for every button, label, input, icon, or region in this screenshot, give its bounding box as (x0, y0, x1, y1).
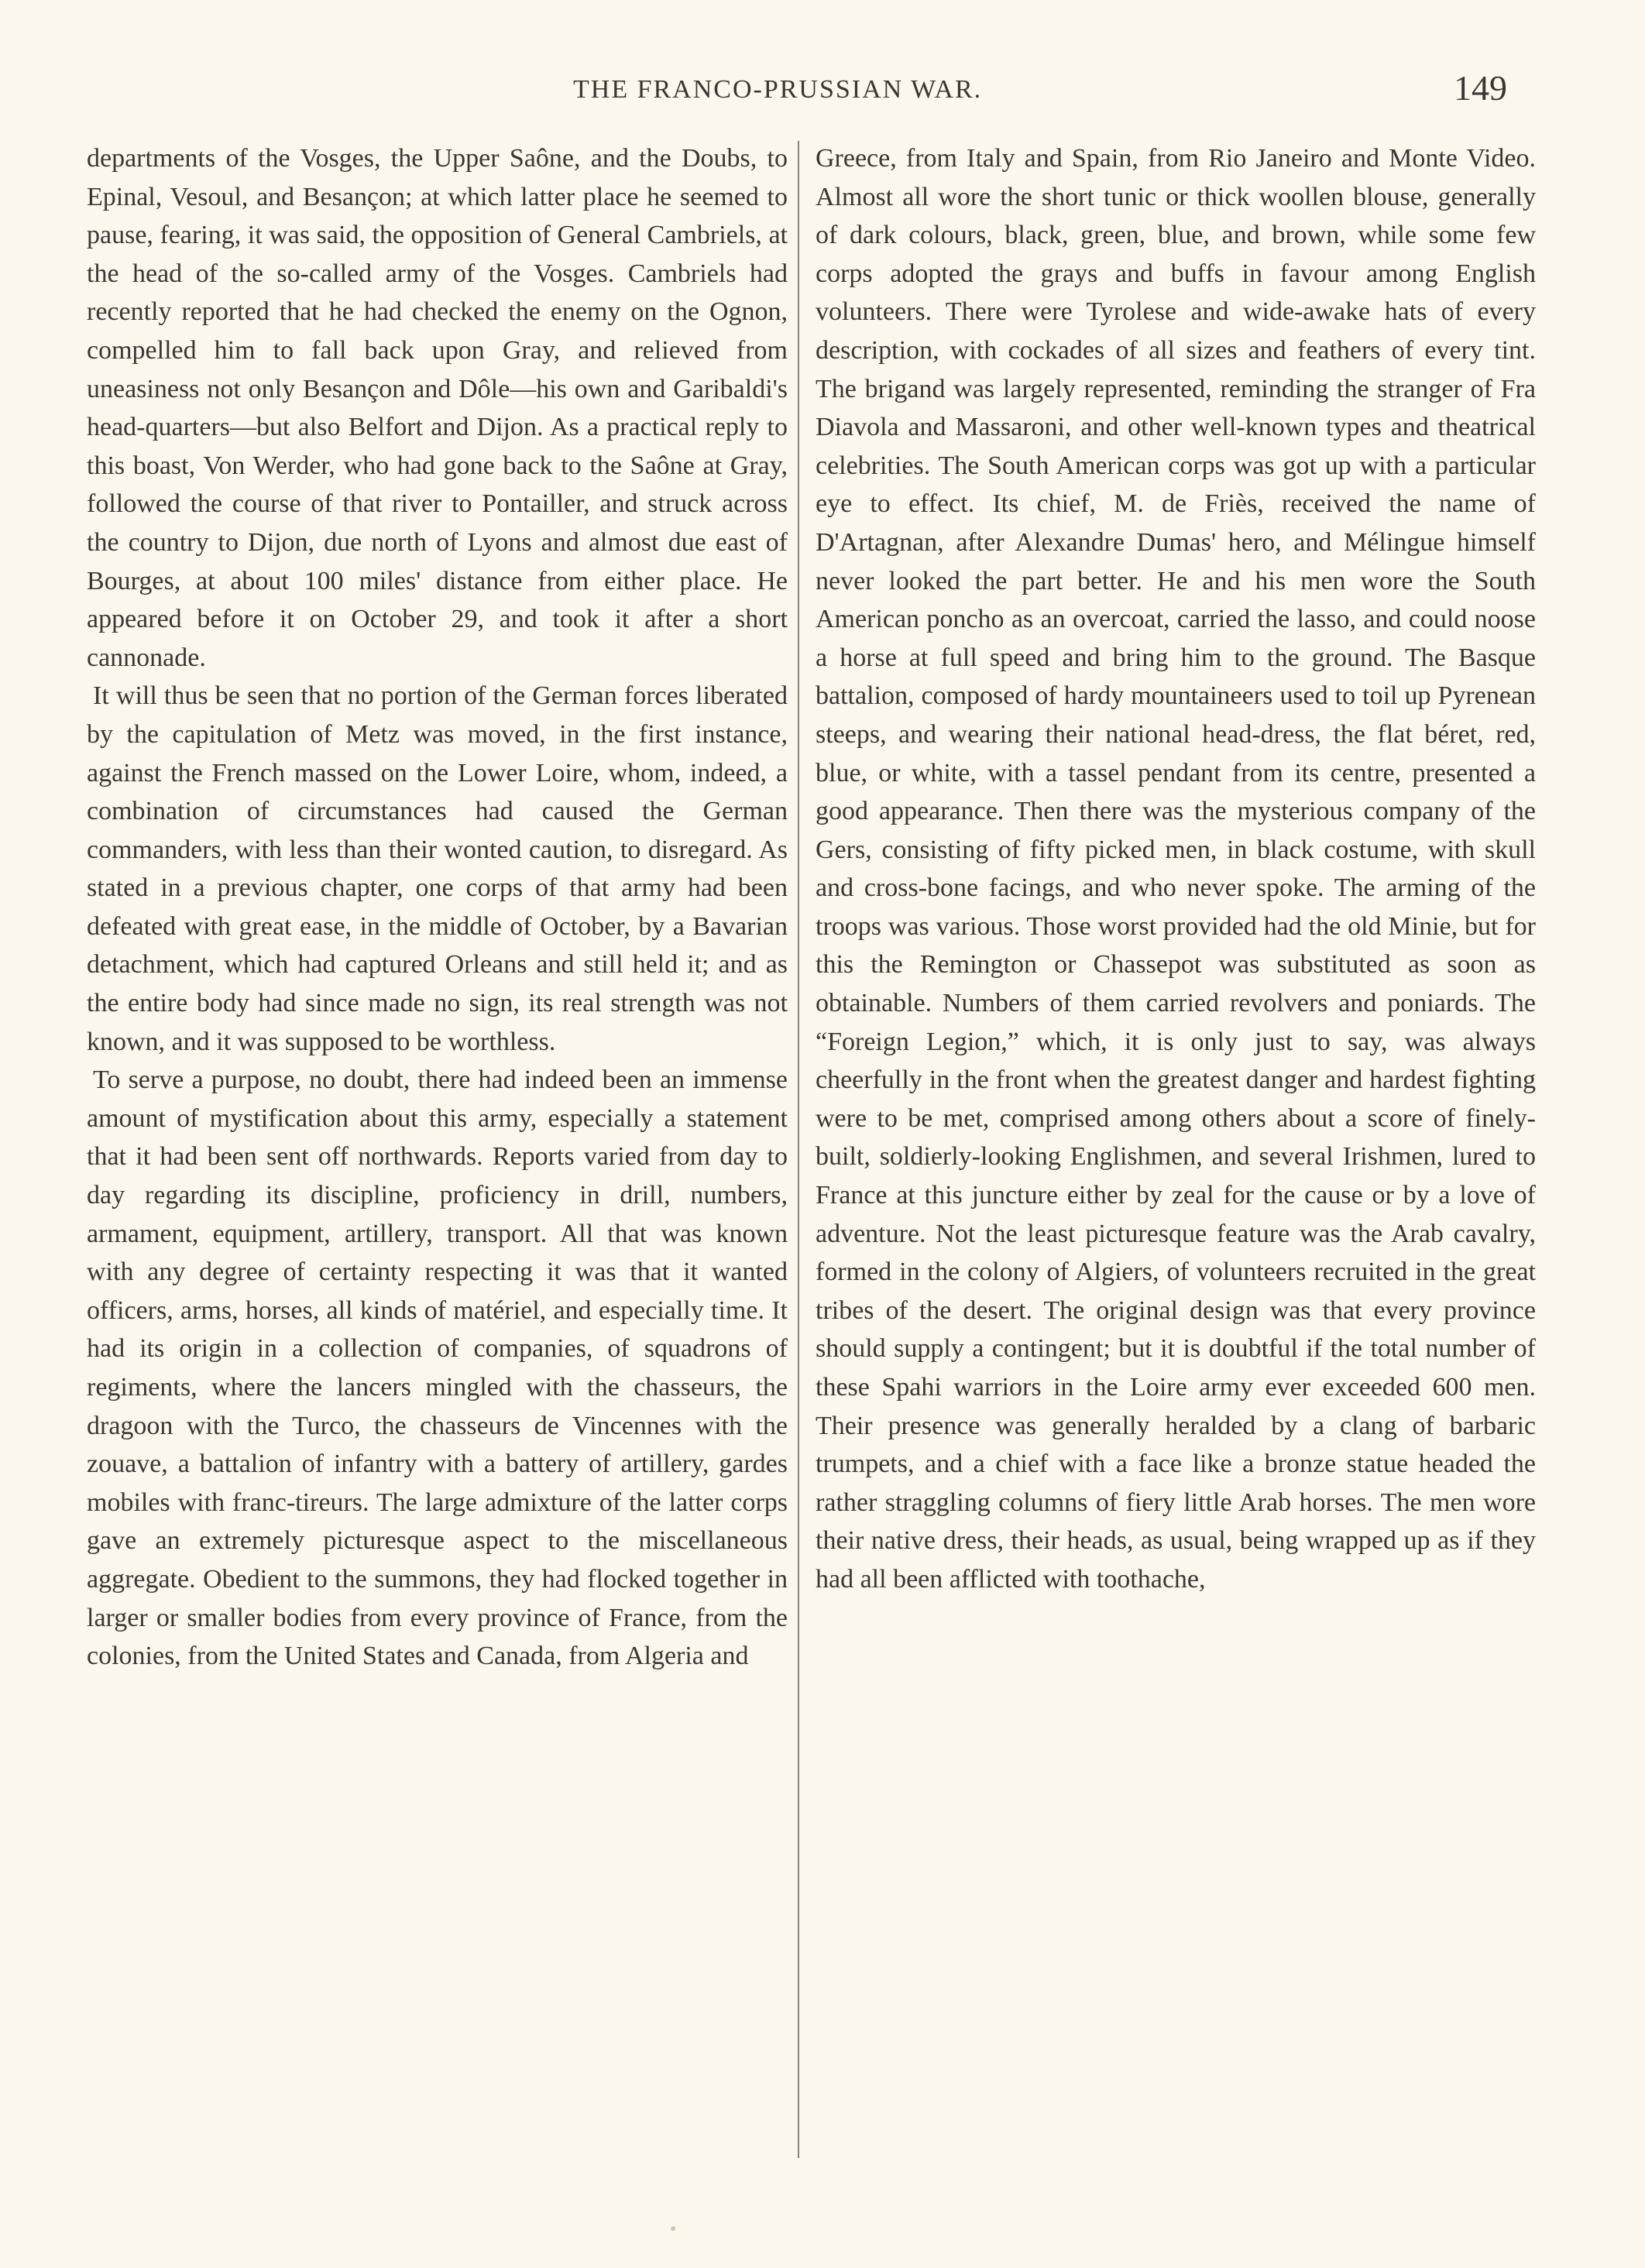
page-header (573, 68, 1526, 121)
column-divider (798, 141, 799, 2158)
left-column (87, 139, 788, 2215)
paragraph: departments of the Vosges, the Upper Saône, and the Doubs, to Epinal, Vesoul, and Besançon; at which latter place he seemed to pause, fearing, it was said, the opposition of General Cambriels, at the head of the so-called army of the Vosges. Cambriels had recently reported that he had checked the enemy on the Ognon, compelled him to fall back upon Gray, and relieved from uneasiness not only Besançon and Dôle—his own and Garibaldi's head-quarters—but also Belfort and Dijon. As a practical reply to this boast, Von Werder, who had gone back to the Saône at Gray, followed the course of that river to Pontailler, and struck across the country to Dijon, due north of Lyons and almost due east of Bourges, at about 100 miles' distance from either place. He appeared before it on October 29, and took it after a short cannonade. (87, 144, 788, 672)
paragraph: It will thus be seen that no portion of the German forces liberated by the capitulation of Metz was moved, in the first instance, against the French massed on the Lower Loire, whom, indeed, a combination of circumstances had caused the German commanders, with less than their wonted caution, to disregard. As stated in a previous chapter, one corps of that army had been defeated with great ease, in the middle of October, by a Bavarian detachment, which had captured Orleans and still held it; and as the entire body had since made no sign, its real strength was not known, and it was supposed to be worthless. (87, 681, 788, 1056)
right-column (816, 139, 1536, 2215)
paragraph: To serve a purpose, no doubt, there had indeed been an immense amount of mystification about this army, especially a statement that it had been sent off northwards. Reports varied from day to day regarding its discipline, proficiency in drill, numbers, armament, equipment, artillery, transport. All that was known with any degree of certainty respecting it was that it wanted officers, arms, horses, all kinds of matériel, and especially time. It had its origin in a collection of companies, of squadrons of regiments, where the lancers mingled with the chasseurs, the dragoon with the Turco, the chasseurs de Vincennes with the zouave, a battalion of infantry with a battery of artillery, gardes mobiles with franc-tireurs. The large admixture of the latter corps gave an extremely picturesque aspect to the miscellaneous aggregate. Obedient to the summons, they had flocked together in larger or smaller bodies from every province of France, from the colonies, from the United States and Canada, from Algeria and (87, 1065, 788, 1671)
running-title: THE FRANCO-PRUSSIAN WAR. (573, 75, 983, 104)
page-number: 149 (1454, 68, 1507, 108)
paper-speck (671, 2226, 675, 2231)
paragraph: Greece, from Italy and Spain, from Rio Janeiro and Monte Video. Almost all wore the short tunic or thick woollen blouse, generally of dark colours, black, green, blue, and brown, while some few corps adopted the grays and buffs in favour among English volunteers. There were Tyrolese and wide-awake hats of every description, with cockades of all sizes and feathers of every tint. The brigand was largely represented, reminding the stranger of Fra Diavola and Massaroni, and other well-known types and theatrical celebrities. The South American corps was got up with a particular eye to effect. Its chief, M. de Friès, received the name of D'Artagnan, after Alexandre Dumas' hero, and Mélingue himself never looked the part better. He and his men wore the South American poncho as an overcoat, carried the lasso, and could noose a horse at full speed and bring him to the ground. The Basque battalion, composed of hardy mountaineers used to toil up Pyrenean steeps, and wearing their national head-dress, the flat béret, red, blue, or white, with a tassel pendant from its centre, presented a good appearance. Then there was the mysterious company of the Gers, consisting of fifty picked men, in black costume, with skull and cross-bone facings, and who never spoke. The arming of the troops was various. Those worst provided had the old Minie, but for this the Remington or Chassepot was substituted as soon as obtainable. Numbers of them carried revolvers and poniards. The “Foreign Legion,” which, it is only just to say, was always cheerfully in the front when the greatest danger and hardest fighting were to be met, comprised among others about a score of finely-built, soldierly-looking Englishmen, and several Irishmen, lured to France at this juncture either by zeal for the cause or by a love of adventure. Not the least picturesque feature was the Arab cavalry, formed in the colony of Algiers, of volunteers recruited in the great tribes of the desert. The original design was that every province should supply a contingent; but it is doubtful if the total number of these Spahi warriors in the Loire army ever exceeded 600 men. Their presence was generally heralded by a clang of barbaric trumpets, and a chief with a face like a bronze statue headed the rather straggling columns of fiery little Arab horses. The men wore their native dress, their heads, as usual, being wrapped up as if they had all been afflicted with toothache, (816, 144, 1536, 1594)
